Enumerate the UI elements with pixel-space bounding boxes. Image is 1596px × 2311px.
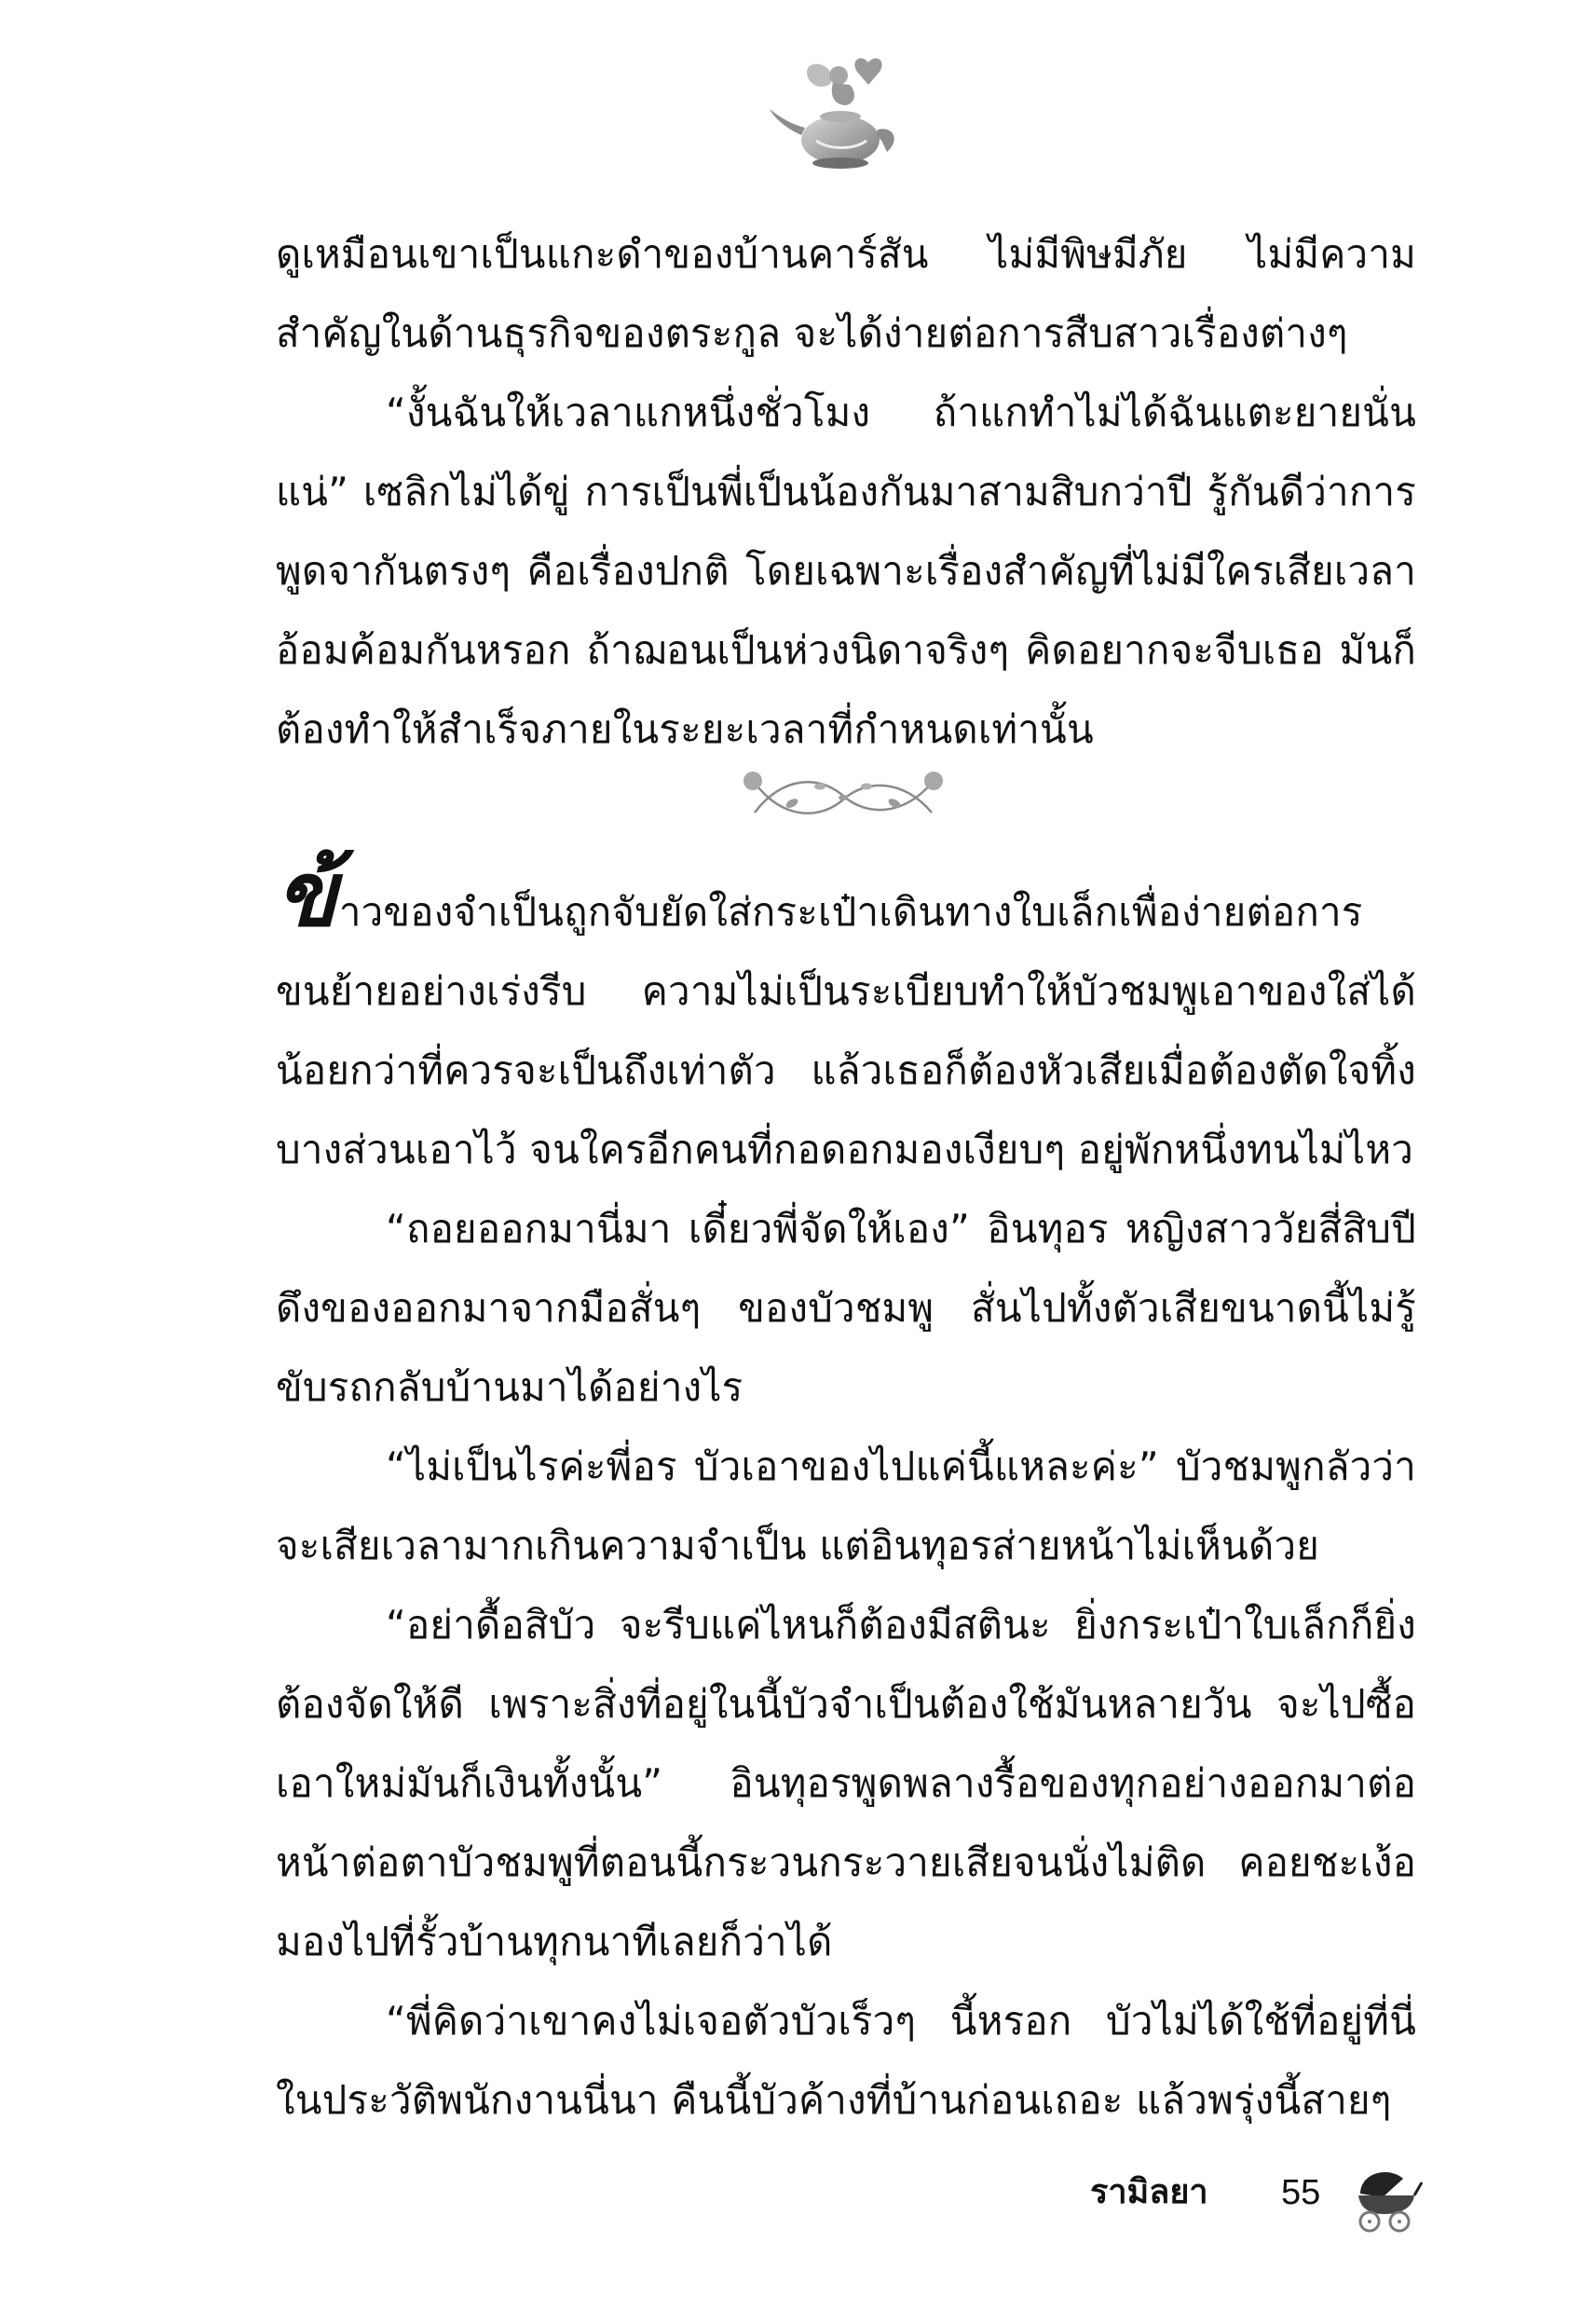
rose-vine-divider-icon (736, 755, 950, 839)
opening-paragraph (276, 841, 1416, 1189)
page-number: 55 (1281, 2173, 1321, 2212)
paragraph: ดูเหมือนเขาเป็นแกะดำของบ้านคาร์สัน ไม่มีพิษมีภัย ไม่มีความสำคัญในด้านธุรกิจของตระกูล จะได้ง่ายต่อการสืบสาวเรื่องต่างๆ (276, 231, 1416, 356)
book-title: รามิลยา (1090, 2173, 1208, 2211)
section-one-text (276, 214, 1416, 769)
baby-carriage-icon (1342, 2160, 1425, 2235)
paragraph: “ไม่เป็นไรค่ะพี่อร บัวเอาของไปแค่นี้แหละค่ะ” บัวชมพูกลัวว่าจะเสียเวลามากเกินความจำเป็น แต่อินทุอรส่ายหน้าไม่เห็นด้วย (276, 1443, 1416, 1568)
paragraph: “พี่คิดว่าเขาคงไม่เจอตัวบัวเร็วๆ นี้หรอก บัวไม่ได้ใช้ที่อยู่ที่นี่ในประวัติพนักงานนี่นา คืนนี้บัวค้างที่บ้านก่อนเถอะ แล้วพรุ่งนี้สายๆ (276, 1998, 1416, 2123)
teapot-with-cupid-icon (764, 51, 904, 182)
page-footer (1071, 2160, 1463, 2235)
paragraph: “ถอยออกมานี่มา เดี๋ยวพี่จัดให้เอง” อินทุอร หญิงสาววัยสี่สิบปีดึงของออกมาจากมือสั่นๆ ของบัวชมพู สั่นไปทั้งตัวเสียขนาดนี้ไม่รู้ขับรถกลับบ้านมาได้อย่างไร (276, 1206, 1416, 1410)
section-two-text (276, 841, 1416, 2140)
opening-paragraph-text: าวของจำเป็นถูกจับยัดใส่กระเป๋าเดินทางใบเล็กเพื่อง่ายต่อการขนย้ายอย่างเร่งรีบ ความไม่เป็นระเบียบทำให้บัวชมพูเอาของใส่ได้น้อยกว่าที่ควรจะเป็นถึงเท่าตัว แล้วเธอก็ต้องหัวเสียเมื่อต้องตัดใจทิ้งบางส่วนเอาไว้ จนใครอีกคนที่กอดอกมองเงียบๆ อยู่พักหนึ่งทนไม่ไหว (276, 889, 1416, 1172)
paragraph: “อย่าดื้อสิบัว จะรีบแค่ไหนก็ต้องมีสตินะ ยิ่งกระเป๋าใบเล็กก็ยิ่งต้องจัดให้ดี เพราะสิ่งที่อยู่ในนี้บัวจำเป็นต้องใช้มันหลายวัน จะไปซื้อเอาใหม่มันก็เงินทั้งนั้น” อินทุอรพูดพลางรื้อของทุกอย่างออกมาต่อหน้าต่อตาบัวชมพูที่ตอนนี้กระวนกระวายเสียจนนั่งไม่ติด คอยชะเง้อมองไปที่รั้วบ้านทุกนาทีเลยก็ว่าได้ (276, 1602, 1416, 1964)
drop-cap: ข้ (276, 841, 337, 947)
paragraph: “งั้นฉันให้เวลาแกหนึ่งชั่วโมง ถ้าแกทำไม่ได้ฉันแตะยายนั่นแน่” เซลิกไม่ได้ขู่ การเป็นพี่เป็นน้องกันมาสามสิบกว่าปี รู้กันดีว่าการพูดจากันตรงๆ คือเรื่องปกติ โดยเฉพาะเรื่องสำคัญที่ไม่มีใครเสียเวลาอ้อมค้อมกันหรอก ถ้าฌอนเป็นห่วงนิดาจริงๆ คิดอยากจะจีบเธอ มันก็ต้องทำให้สำเร็จภายในระยะเวลาที่กำหนดเท่านั้น (276, 390, 1416, 752)
